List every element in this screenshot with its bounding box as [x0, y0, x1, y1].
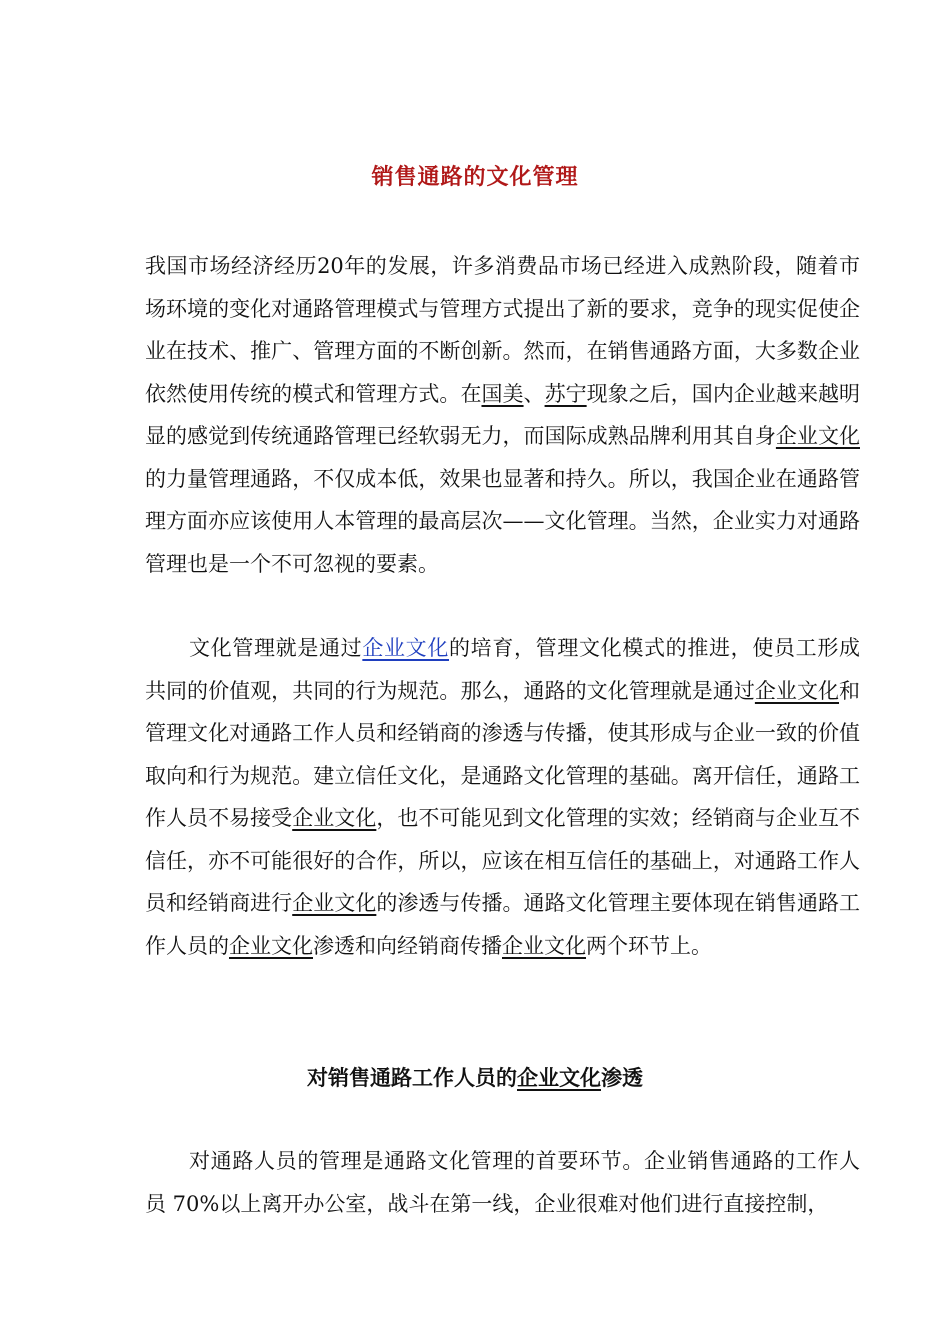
link-enterprise-culture[interactable]: 企业文化: [502, 933, 586, 958]
paragraph-culture-management: [145, 627, 860, 967]
paragraph-text: 的力量管理通路，不仅成本低，效果也显著和持久。所以，我国企业在通路管理方面亦应该使用人本管理的最高层次——文化管理。当然，企业实力对通路管理也是一个不可忽视的要素。: [145, 466, 860, 576]
paragraph-text: 两个环节上。: [586, 933, 712, 958]
paragraph-text: 的渗透与传播。通路文化管理主要体现在销售通路工作人员的: [145, 891, 861, 958]
link-enterprise-culture-blue[interactable]: 企业文化: [362, 636, 450, 660]
link-enterprise-culture[interactable]: 企业文化: [292, 891, 377, 915]
document-title: 销售通路的文化管理: [371, 164, 579, 190]
paragraph-channel-staff: 对通路人员的管理是通路文化管理的首要环节。企业销售通路的工作人员 70%以上离开办公室，战斗在第一线，企业很难对他们进行直接控制，: [145, 1149, 860, 1216]
link-enterprise-culture[interactable]: 企业文化: [517, 1065, 601, 1090]
heading-text: 渗透: [601, 1065, 643, 1090]
paragraph-text: 文化管理就是通过: [189, 636, 363, 660]
paragraph-text: 的培育，管理文化模式的推进，使员工形成共同的价值观，共同的行为规范。那么，通路的文化管理就是通过: [145, 636, 861, 703]
paragraph-intro: [145, 245, 860, 585]
section-heading: [0, 1062, 950, 1092]
link-guomei[interactable]: 国美: [481, 381, 524, 406]
paragraph-text: 和管理文化对通路工作人员和经销商的渗透与传播，使其形成与企业一致的价值取向和行为规范。建立信任文化，是通路文化管理的基础。离开信任，通路工作人员不易接受: [145, 678, 861, 830]
link-enterprise-culture[interactable]: 企业文化: [754, 678, 840, 703]
paragraph-text: 渗透和向经销商传播: [313, 933, 502, 958]
heading-text: 对销售通路工作人员的: [307, 1065, 517, 1090]
paragraph-text: 我国市场经济经历20年的发展，许多消费品市场已经进入成熟阶段，随着市场环境的变化对通路管理模式与管理方式提出了新的要求，竞争的现实促使企业在技术、推广、管理方面的不断创新。然而，在销售通路方面，大多数企业依然使用传统的模式和管理方式。在: [145, 254, 860, 406]
link-enterprise-culture[interactable]: 企业文化: [229, 933, 313, 958]
paragraph-text: 现象之后，国内企业越来越明显的感觉到传统通路管理已经软弱无力，而国际成熟品牌利用其自身: [145, 381, 861, 448]
link-suning[interactable]: 苏宁: [544, 381, 587, 406]
link-enterprise-culture[interactable]: 企业文化: [775, 424, 860, 448]
link-enterprise-culture[interactable]: 企业文化: [292, 806, 377, 830]
separator-text: 、: [523, 381, 545, 406]
paragraph-text: ，也不可能见到文化管理的实效；经销商与企业互不信任，亦不可能很好的合作，所以，应该在相互信任的基础上，对通路工作人员和经销商进行: [145, 806, 861, 915]
